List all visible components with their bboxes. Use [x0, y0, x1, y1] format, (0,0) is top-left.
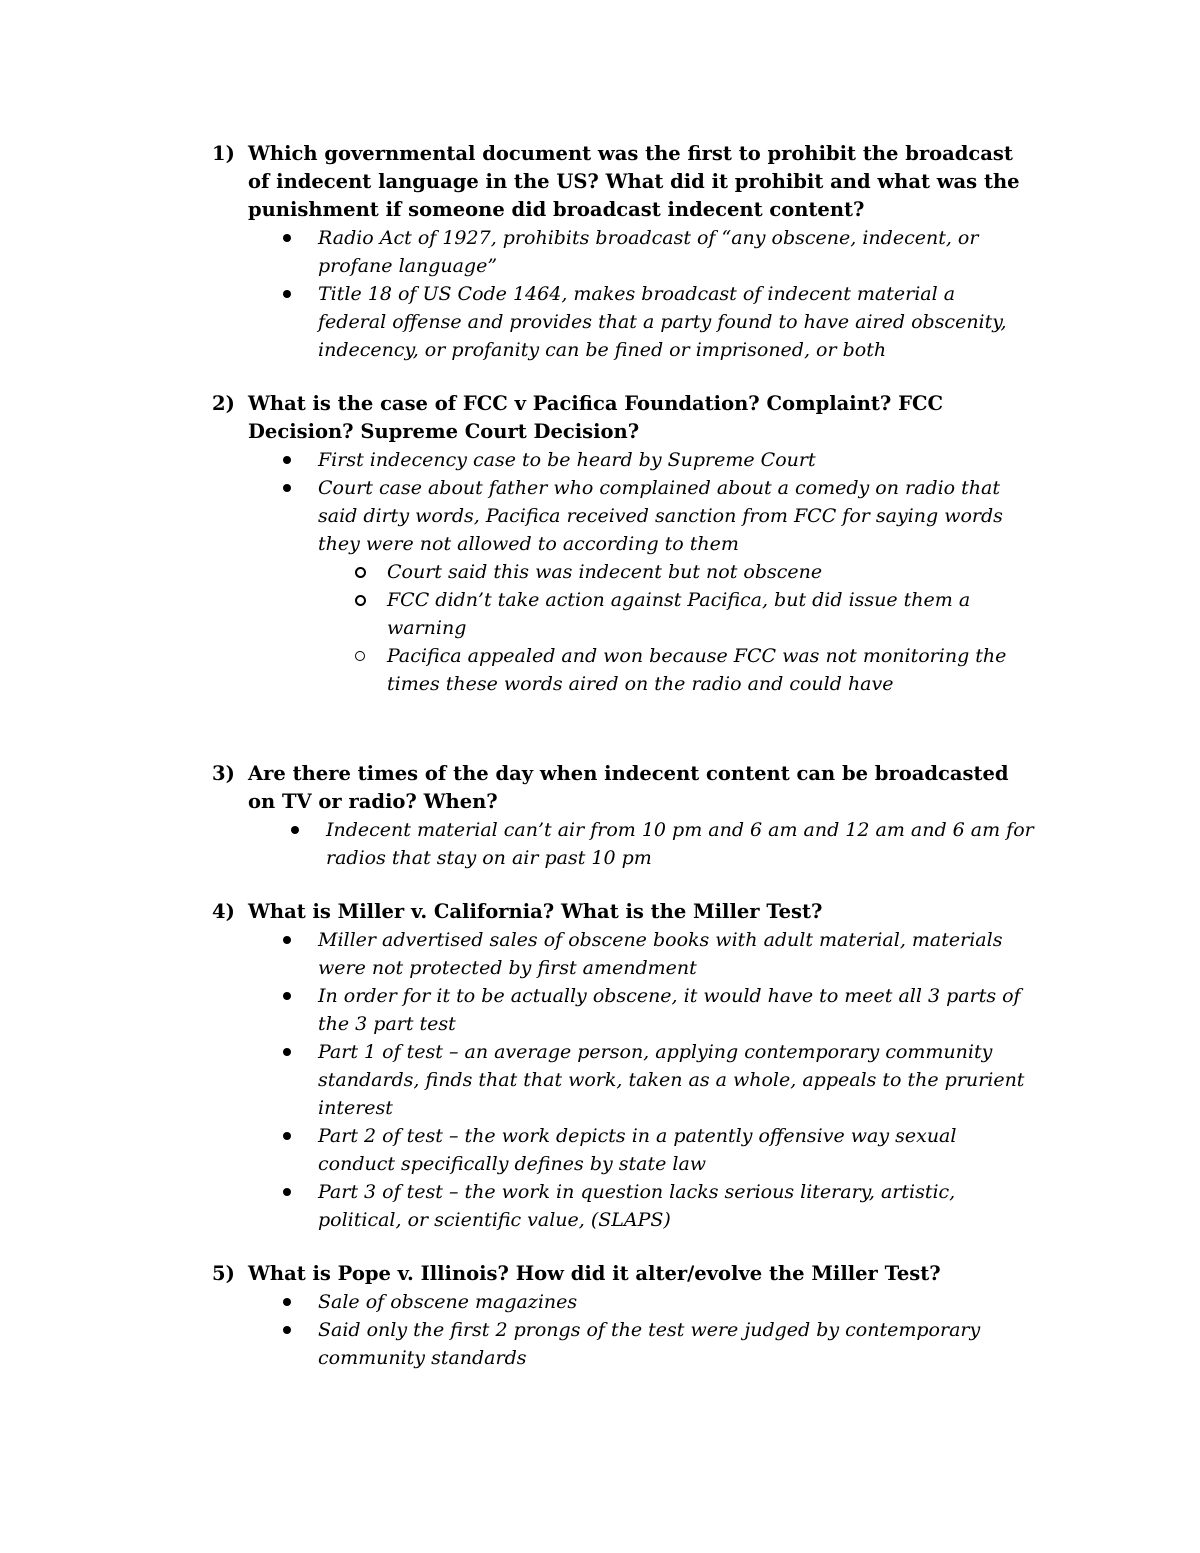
sub-list-item: Pacifica appealed and won because FCC was not monitoring the times these words aired on the radio and could have [0, 642, 1012, 698]
hollow-bullet-icon [355, 595, 366, 606]
sub-list-item: FCC didn’t take action against Pacifica, but did issue them a warning [0, 586, 1012, 642]
list-item: Said only the first 2 prongs of the test were judged by contemporary community standards [0, 1316, 1028, 1372]
answer-list [0, 816, 1200, 872]
question-4 [0, 898, 1200, 1234]
question-heading [0, 390, 1028, 446]
question-number: 2) [212, 392, 235, 415]
list-item: Part 3 of test – the work in question lacks serious literary, artistic, political, or scientific value, (SLAPS) [0, 1178, 1028, 1234]
question-2 [0, 390, 1200, 698]
bullet-icon [283, 484, 291, 492]
question-number: 4) [212, 900, 235, 923]
list-item: Indecent material can’t air from 10 pm and 6 am and 12 am and 6 am for radios that stay on air past 10 pm [0, 816, 1036, 872]
list-item: Radio Act of 1927, prohibits broadcast of “any obscene, indecent, or profane language” [0, 224, 1028, 280]
question-1 [0, 140, 1200, 364]
answer-list [0, 446, 1200, 558]
bullet-icon [283, 1132, 291, 1140]
bullet-icon [283, 1188, 291, 1196]
list-item: Part 2 of test – the work depicts in a patently offensive way sexual conduct specifically defines by state law [0, 1122, 1028, 1178]
question-text: What is the case of FCC v Pacifica Foundation? Complaint? FCC Decision? Supreme Court Decision? [248, 392, 944, 443]
list-item: First indecency case to be heard by Supreme Court [0, 446, 1028, 474]
question-number: 5) [212, 1262, 235, 1285]
question-text: What is Pope v. Illinois? How did it alter/evolve the Miller Test? [248, 1262, 941, 1285]
question-heading [0, 140, 1028, 224]
bullet-icon [283, 234, 291, 242]
list-item: Miller advertised sales of obscene books with adult material, materials were not protected by first amendment [0, 926, 1028, 982]
answer-list [0, 224, 1200, 364]
bullet-icon [283, 290, 291, 298]
answer-list [0, 1288, 1200, 1372]
list-item: Sale of obscene magazines [0, 1288, 1028, 1316]
bullet-icon [283, 456, 291, 464]
list-item: Title 18 of US Code 1464, makes broadcast of indecent material a federal offense and provides that a party found to have aired obscenity, indecency, or profanity can be fined or imprisoned, or both [0, 280, 1028, 364]
question-5 [0, 1260, 1200, 1372]
bullet-icon [283, 1298, 291, 1306]
bullet-icon [283, 1326, 291, 1334]
question-3 [0, 760, 1200, 872]
bullet-icon [283, 1048, 291, 1056]
sub-list-item: Court said this was indecent but not obscene [0, 558, 1012, 586]
question-heading [0, 898, 1028, 926]
question-text: What is Miller v. California? What is the Miller Test? [248, 900, 823, 923]
question-heading [0, 760, 1028, 816]
hollow-bullet-icon [355, 567, 366, 578]
answer-list [0, 926, 1200, 1234]
list-item: In order for it to be actually obscene, it would have to meet all 3 parts of the 3 part test [0, 982, 1028, 1038]
question-text: Are there times of the day when indecent content can be broadcasted on TV or radio? When? [248, 762, 1009, 813]
hollow-bullet-icon [355, 651, 365, 661]
bullet-icon [283, 936, 291, 944]
list-item: Part 1 of test – an average person, applying contemporary community standards, finds that that work, taken as a whole, appeals to the prurient interest [0, 1038, 1028, 1122]
bullet-icon [283, 992, 291, 1000]
question-heading [0, 1260, 1028, 1288]
bullet-icon [291, 826, 299, 834]
sub-answer-list [0, 558, 1200, 698]
question-text: Which governmental document was the first to prohibit the broadcast of indecent language in the US? What did it prohibit and what was the punishment if someone did broadcast indecent content? [248, 142, 1020, 221]
question-number: 1) [212, 142, 235, 165]
list-item: Court case about father who complained about a comedy on radio that said dirty words, Pacifica received sanction from FCC for saying words they were not allowed to according to them [0, 474, 1028, 558]
question-number: 3) [212, 762, 235, 785]
document-page [0, 140, 1200, 1398]
